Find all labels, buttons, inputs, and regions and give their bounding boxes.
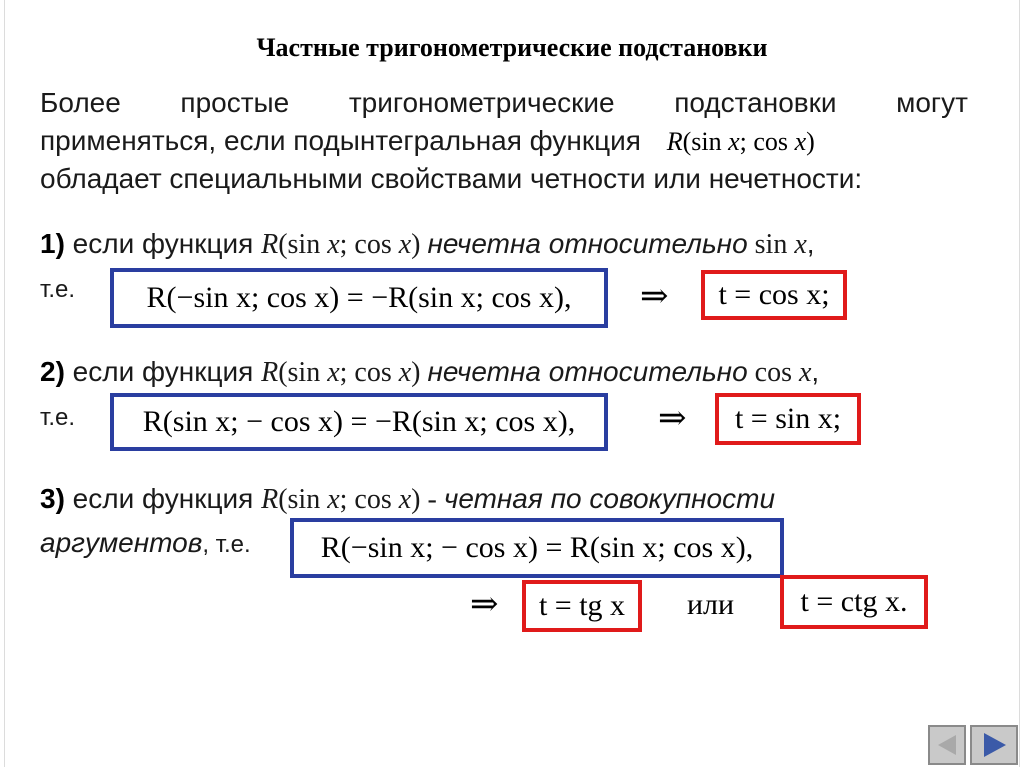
- case-2-condition-box: [110, 393, 608, 451]
- next-icon: [972, 727, 1016, 763]
- prev-slide-button[interactable]: [928, 725, 966, 765]
- slide-border-left: [4, 0, 5, 767]
- case-3-statement-cont: аргументов, т.е.: [40, 527, 251, 558]
- intro-line-2-text: применяться, если подынтегральная функция: [40, 125, 641, 156]
- intro-function-formula: R(sin x; cos x): [666, 127, 815, 156]
- slide-title: Частные тригонометрические подстановки: [256, 33, 768, 62]
- intro-paragraph: [40, 84, 968, 198]
- case-1-number: 1): [40, 228, 65, 259]
- intro-word: тригонометрические: [348, 87, 615, 118]
- intro-word: подстановки: [674, 87, 837, 118]
- intro-line-1: [40, 84, 968, 122]
- case-3-substitution-tg-box: [522, 580, 642, 632]
- case-1-condition-box: [110, 268, 608, 328]
- case-1-condition-formula: R(−sin x; cos x) = −R(sin x; cos x),: [146, 281, 572, 314]
- case-3-condition-box: [290, 518, 784, 578]
- case-2-te-label: т.е.: [40, 404, 76, 431]
- case-2-condition-formula: R(sin x; − cos x) = −R(sin x; cos x),: [142, 405, 576, 438]
- intro-line-3: обладает специальными свойствами четности или нечетности:: [40, 163, 863, 194]
- case-3-number: 3): [40, 483, 65, 514]
- intro-line-2: [40, 122, 968, 160]
- case-1-substitution: t = cos x;: [718, 278, 830, 311]
- case-2-statement: 2) если функция R(sin x; cos x) нечетна относительно cos x,: [40, 356, 820, 388]
- or-label: или: [687, 588, 735, 621]
- case-3-substitution-ctg: t = ctg x.: [800, 585, 908, 618]
- case-3-substitution-ctg-box: [780, 575, 928, 629]
- case-1-statement: 1) если функция R(sin x; cos x) нечетна относительно sin x,: [40, 228, 815, 260]
- implies-arrow-icon: ⇒: [658, 400, 687, 437]
- case-1-substitution-box: [701, 270, 847, 320]
- intro-word: простые: [180, 87, 290, 118]
- next-slide-button[interactable]: [970, 725, 1018, 765]
- prev-icon: [930, 727, 964, 763]
- case-2-substitution-box: [715, 393, 861, 445]
- intro-word: могут: [896, 87, 968, 118]
- case-1-te-label: т.е.: [40, 276, 76, 303]
- case-3-statement: 3) если функция R(sin x; cos x) - четная по совокупности: [40, 483, 776, 515]
- case-3-substitution-tg: t = tg x: [538, 589, 626, 622]
- intro-word: Более: [40, 87, 121, 118]
- implies-arrow-icon: ⇒: [470, 586, 499, 623]
- case-2-number: 2): [40, 356, 65, 387]
- case-2-substitution: t = sin x;: [734, 402, 842, 435]
- slide-border-right: [1019, 0, 1020, 767]
- case-3-condition-formula: R(−sin x; − cos x) = R(sin x; cos x),: [320, 531, 754, 564]
- implies-arrow-icon: ⇒: [640, 278, 669, 315]
